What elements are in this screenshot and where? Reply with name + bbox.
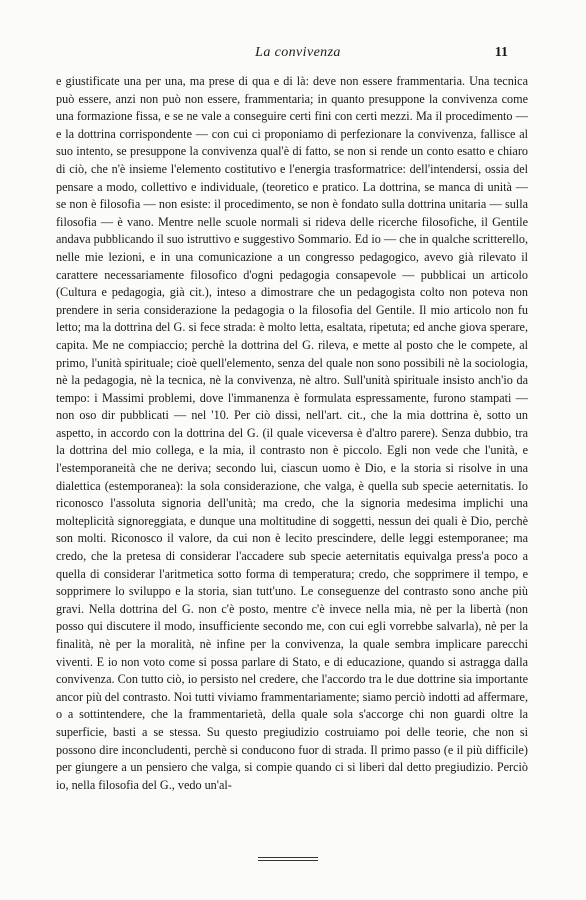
page-number: 11 [494, 45, 508, 60]
body-text [56, 73, 528, 794]
running-title: La convivenza [255, 45, 341, 60]
running-head [88, 45, 508, 67]
footer-rule [258, 857, 318, 858]
footer-rule [258, 860, 318, 861]
paragraph: e giustificate una per una, ma prese di qua e di là: deve non essere frammentaria. Una tecnica può essere, anzi non può non essere, frammentaria; in quanto presuppone la convivenza come una formazione fissa, e se ne vale a conseguire certi fini con certi mezzi. Ma il procedimento — e la dottrina corrispondente — con cui ci proponiamo di perfezionare la convivenza, fallisce al suo intento, se presuppone la convivenza qual'è di fatto, se non si rende un conto esatto e chiaro di ciò, che n'è insieme l'elemento costitutivo e l'energia trasformatrice: dell'intendersi, ossia del pensare a modo, collettivo e individuale, (teoretico e pratico. La dottrina, se manca di unità — se non è filosofia — non esiste: il procedimento, se non è fondato sulla dottrina unitaria — sulla filosofia — è vano. Mentre nelle scuole normali si rideva delle ricerche filosofiche, il Gentile andava pubblicando il suo istruttivo e suggestivo Sommario. Ed io — che in qualche scritterello, nelle mie lezioni, e in una comunicazione a un congresso pedagogico, avevo già rilevato il carattere necessariamente filosofico d'ogni pedagogia consapevole — pubblicai un articolo (Cultura e pedagogia, già cit.), inteso a dimostrare che un pedagogista colto non poteva non prendere in seria considerazione la pedagogia o la filosofia del Gentile. Il mio articolo non fu letto; ma la dottrina del G. si fece strada: è molto letta, esaltata, ripetuta; ed anche giova sperare, capita. Me ne compiaccio; perchè la dottrina del G. rileva, e mette al posto che le compete, al primo, l'unità spirituale; cioè quell'elemento, senza del quale non sono possibili nè la sociologia, nè la pedagogia, nè la tecnica, nè la convivenza, nè altro. Sull'unità spirituale insisto anch'io da tempo: i Massimi problemi, dove l'immanenza è formulata espressamente, furono stampati — non oso dir pubblicati — nel '10. Per ciò dissi, nell'art. cit., che la mia dottrina è, sotto un aspetto, in accordo con la dottrina del G. (il quale viceversa è d'altro parere). Senza dubbio, tra la dottrina del mio collega, e la mia, il contrasto non è piccolo. Egli non vede che l'unità, e l'estemporaneità che ne deriva; secondo lui, ciascun uomo è Dio, e la storia si risolve in una dialettica (estemporanea): la sola considerazione, che valga, è quella sub specie aeternitatis. Io riconosco l'assoluta signoria dell'unità; ma credo, che la signoria medesima implichi una molteplicità signoreggiata, e dunque una moltitudine di soggetti, nessun dei quali è Dio, perchè son molti. Riconosco il valore, da cui non è lecito prescindere, delle leggi estemporanee; ma credo, che la pretesa di considerar l'accadere sub specie aeternitatis equivalga press'a poco a quella di considerar l'aritmetica sotto forma di temperatura; credo, che sopprimere il tempo, e sopprimere lo sviluppo e la storia, sian tutt'uno. Le conseguenze del contrasto sono anche più gravi. Nella dottrina del G. non c'è posto, mentre c'è invece nella mia, nè per la libertà (non posso qui discutere il modo, insufficiente secondo me, con cui egli vorrebbe salvarla), nè per la finalità, nè per la moralità, nè infine per la convivenza, la quale sembra implicare parecchi viventi. E io non voto come si possa parlare di Stato, e di educazione, quando si astragga dalla convivenza. Con tutto ciò, io persisto nel credere, che l'accordo tra le due dottrine sia importante ancor più del contrasto. Noi tutti viviamo frammentariamente; siamo perciò indotti ad affermare, o a sottintendere, che la frammentarietà, della quale sola s'accorge chi non guardi oltre la superficie, basti a se stessa. Su questo pregiudizio costruiamo poi delle teorie, che non si possono dire inconcludenti, perchè si conducono fuor di strada. Il primo passo (e il più difficile) per giungere a un pensiero che valga, si compie quando ci si liberi dal detto pregiudizio. Perciò io, nella filosofia del G., vedo un'al- [56, 74, 528, 792]
